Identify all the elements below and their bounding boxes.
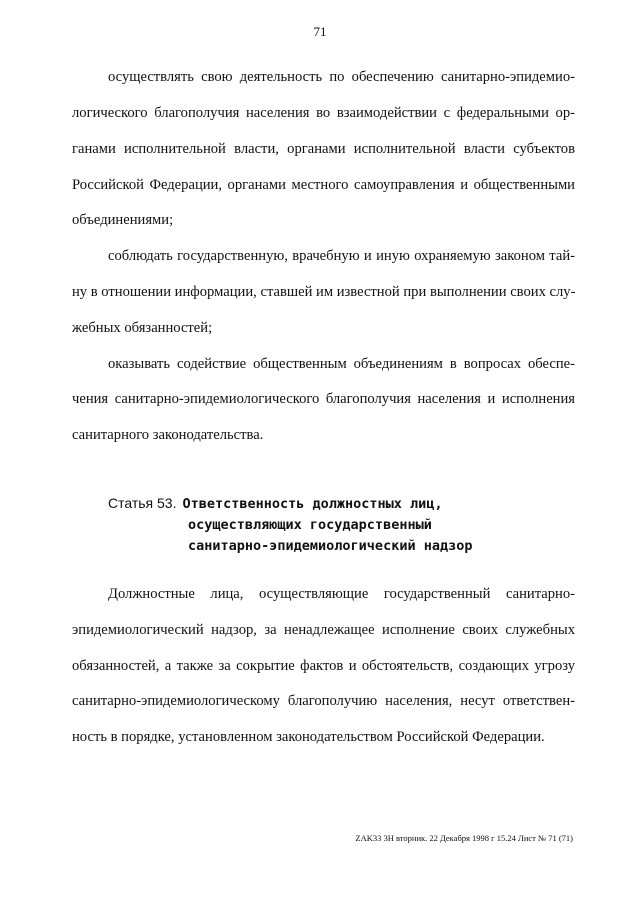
text-line: Должностные лица, осуществляющие государственный санитарно- <box>108 586 575 602</box>
article-title: Ответственность должностных лиц, <box>182 496 443 512</box>
text-line: соблюдать государственную, врачебную и иную охраняемую законом тай- <box>108 248 575 264</box>
article-title: санитарно-эпидемиологический надзор <box>188 538 473 554</box>
text-line: жебных обязанностей; <box>72 320 213 336</box>
text-line: объединениями; <box>72 212 174 228</box>
article-heading-line <box>108 493 588 514</box>
text-line: ность в порядке, установленном законодательством Российской Федерации. <box>72 729 545 745</box>
page-number: 71 <box>313 24 327 39</box>
text-line: логического благополучия населения во взаимодействии с федеральными ор- <box>72 105 575 121</box>
text-line: эпидемиологический надзор, за ненадлежащее исполнение своих служебных <box>72 622 575 638</box>
text-line: оказывать содействие общественным объединениям в вопросах обеспе- <box>108 356 575 372</box>
text-line: осуществлять свою деятельность по обеспечению санитарно-эпидемио- <box>108 69 575 85</box>
text-line: обязанностей, а также за сокрытие фактов и обстоятельств, создающих угрозу <box>72 658 575 674</box>
text-line: Российской Федерации, органами местного самоуправления и общественными <box>72 177 575 193</box>
text-line: санитарно-эпидемиологическому благополучию населения, несут ответствен- <box>72 693 575 709</box>
text-line: чения санитарно-эпидемиологического благополучия населения и исполнения <box>72 391 575 407</box>
article-label: Статья 53. <box>108 495 177 511</box>
page-footer: ZAK33 3H вторник. 22 Декабря 1998 г 15.24 Лист № 71 (71) <box>355 833 573 843</box>
text-line: ну в отношении информации, ставшей им известной при выполнении своих слу- <box>72 284 575 300</box>
text-line: санитарного законодательства. <box>72 427 264 443</box>
article-title: осуществляющих государственный <box>188 517 432 533</box>
text-line: ганами исполнительной власти, органами исполнительной власти субъектов <box>72 141 575 157</box>
